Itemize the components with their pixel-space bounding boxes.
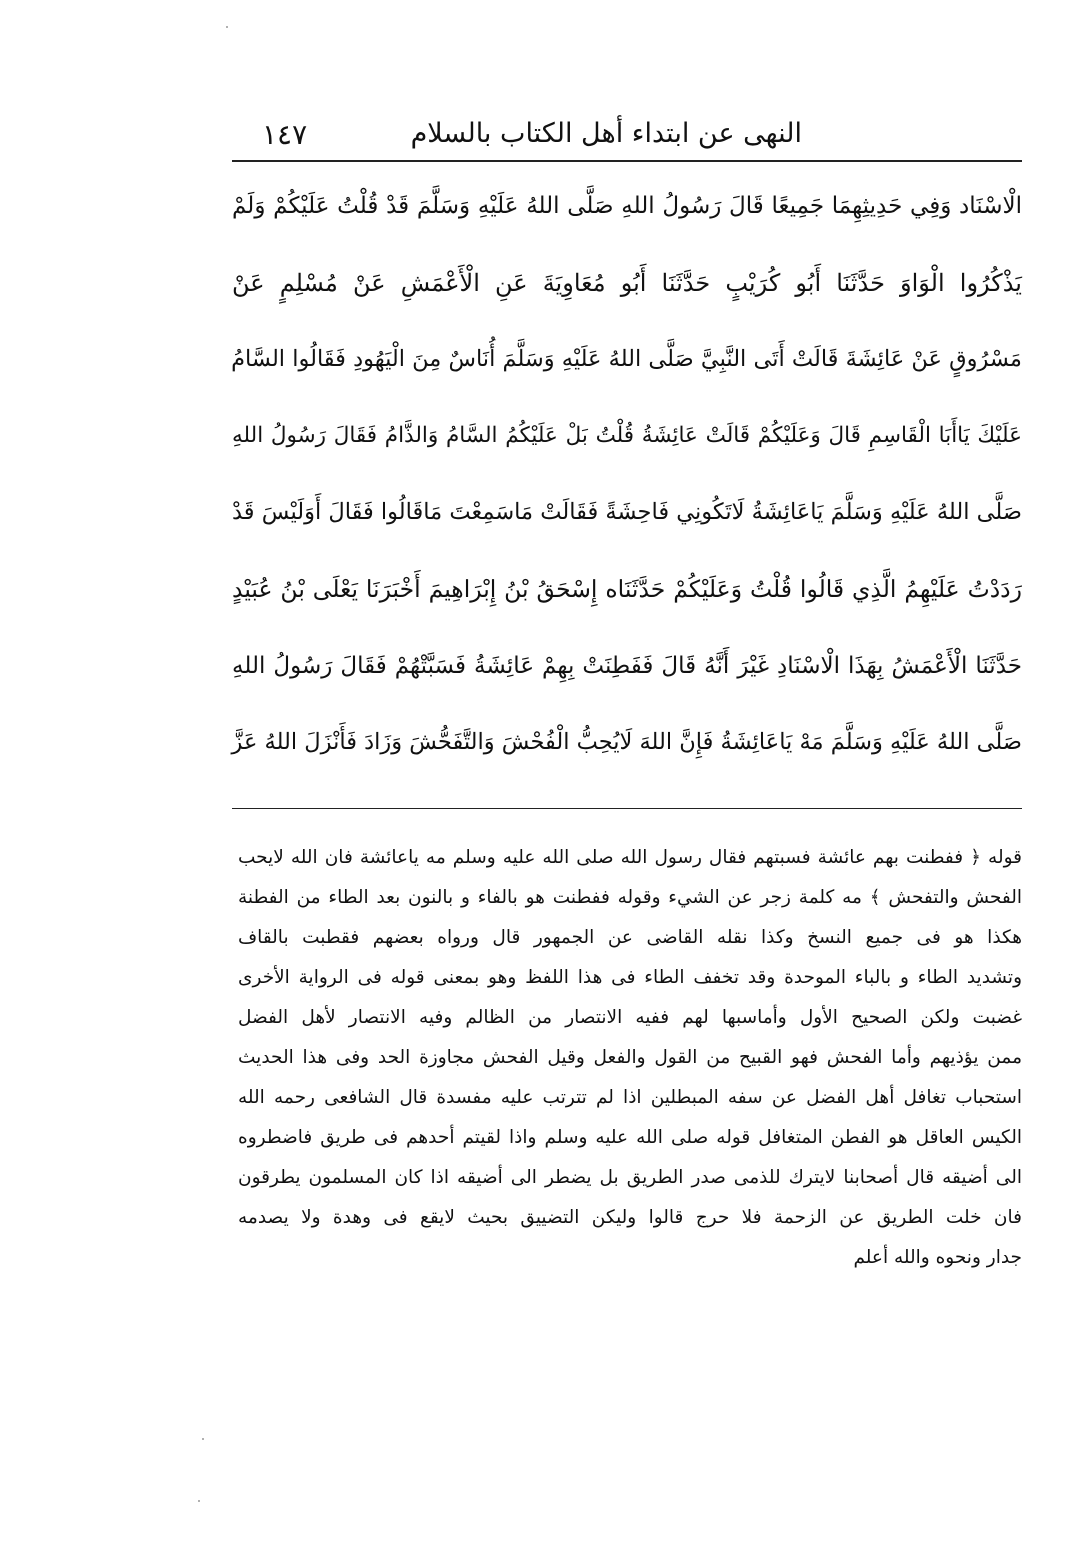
text-line: رَدَدْتُ عَلَيْهِمُ الَّذِي قَالُوا قُلْتُ وَعَلَيْكُمْ حَدَّثَنَاه إِسْحَقُ بْنُ إِبْرَاهِيمَ أَخْبَرَنَا يَعْلَى بْنُ عُبَيْدٍ [232,574,1022,603]
text-line: الْاسْنَاد وَفِي حَدِيثِهِمَا جَمِيعًا قَالَ رَسُولُ اللهِ صَلَّى اللهُ عَلَيْهِ وَسَلَّمَ قَدْ قُلْتُ عَلَيْكُمْ وَلَمْ [232,193,1022,219]
text-line: صَلَّى اللهُ عَلَيْهِ وَسَلَّمَ مَهْ يَاعَائِشَةُ فَإِنَّ اللهَ لَايُحِبُّ الْفُحْشَ وَالتَّفَحُّشَ وَزَادَ فَأَنْزَلَ اللهُ عَزَّ [231,729,1022,756]
commentary-line: هكذا هو فى جميع النسخ وكذا نقله القاضى عن الجمهور قال ورواه بعضهم فقطبت بالقاف [238,927,1022,948]
commentary-divider [232,808,1022,809]
text-line: مَسْرُوقٍ عَنْ عَائِشَةَ قَالَتْ أَتَى النَّبِيَّ صَلَّى اللهُ عَلَيْهِ وَسَلَّمَ أُنَاسٌ مِنَ الْيَهُودِ فَقَالُوا السَّامُ [231,346,1022,373]
commentary-line: استحباب تغافل أهل الفضل عن سفه المبطلين اذا لم تترتب عليه مفسدة قال الشافعى رحمه الله [238,1087,1022,1108]
commentary-line: فان خلت الطريق عن الزحمة فلا حرج قالوا وليكن التضييق بحيث لايقع فى وهدة ولا يصدمه [238,1207,1022,1228]
commentary-line: الى أضيقه قال أصحابنا لايترك للذمى صدر الطريق بل يضطر الى أضيقه اذا كان المسلمون يطرقون [238,1167,1022,1188]
commentary-line: جدار ونحوه والله أعلم [853,1247,1022,1268]
running-header [232,112,1022,156]
scan-speck [202,1438,204,1440]
chapter-title: النهى عن ابتداء أهل الكتاب بالسلام [410,118,802,149]
header-rule [232,160,1022,162]
text-line: يَذْكُرُوا الْوَاوَ حَدَّثَنَا أَبُو كُرَيْبٍ حَدَّثَنَا أَبُو مُعَاوِيَةَ عَنِ الْأَعْمَشِ عَنْ مُسْلِمٍ عَنْ [232,268,1022,297]
commentary-line: غضبت ولكن الصحيح الأول وأماسبها لهم ففيه الانتصار من الظالم وفيه الانتصار لأهل الفضل [238,1007,1022,1028]
page-number: ١٤٧ [262,118,308,151]
text-line: صَلَّى اللهُ عَلَيْهِ وَسَلَّمَ يَاعَائِشَةُ لَاتَكُونِي فَاحِشَةً فَقَالَتْ مَاسَمِعْتَ مَاقَالُوا فَقَالَ أَوَلَيْسَ قَدْ [232,499,1022,526]
hadith-text [232,168,1022,781]
commentary-line: الفحش والتفحش ﴾ مه كلمة زجر عن الشيء وقوله ففطنت هو بالفاء و بالنون بعد الطاء من الفطنة [238,887,1022,908]
commentary-line: ممن يؤذيهم وأما الفحش فهو القبيح من القول والفعل وقيل الفحش مجاوزة الحد وفى هذا الحديث [238,1047,1022,1068]
text-line: عَلَيْكَ يَاأَبَا الْقَاسِمِ قَالَ وَعَلَيْكُمْ قَالَتْ عَائِشَةُ قُلْتُ بَلْ عَلَيْكُمُ السَّامُ وَالذَّامُ فَقَالَ رَسُولُ اللهِ [232,422,1022,448]
commentary-line: وتشديد الطاء و بالباء الموحدة وقد تخفف الطاء فى هذا اللفظ وهو بمعنى قوله فى الرواية الأخرى [238,967,1022,988]
text-line: حَدَّثَنَا الْأَعْمَشُ بِهَذَا الْاسْنَادِ غَيْرَ أَنَّهُ قَالَ فَفَطِنَتْ بِهِمْ عَائِشَةُ فَسَبَّتْهُمْ فَقَالَ رَسُولُ اللهِ [232,652,1022,679]
scan-speck [198,1500,200,1502]
commentary-line: قوله ﴿ ففطنت بهم عائشة فسبتهم فقال رسول الله صلى الله عليه وسلم مه ياعائشة فان الله لايحب [238,847,1022,868]
scan-speck [226,26,228,28]
commentary-text [238,838,1022,1278]
commentary-line: الكيس العاقل هو الفطن المتغافل قوله صلى الله عليه وسلم واذا لقيتم أحدهم فى طريق فاضطروه [238,1127,1022,1148]
